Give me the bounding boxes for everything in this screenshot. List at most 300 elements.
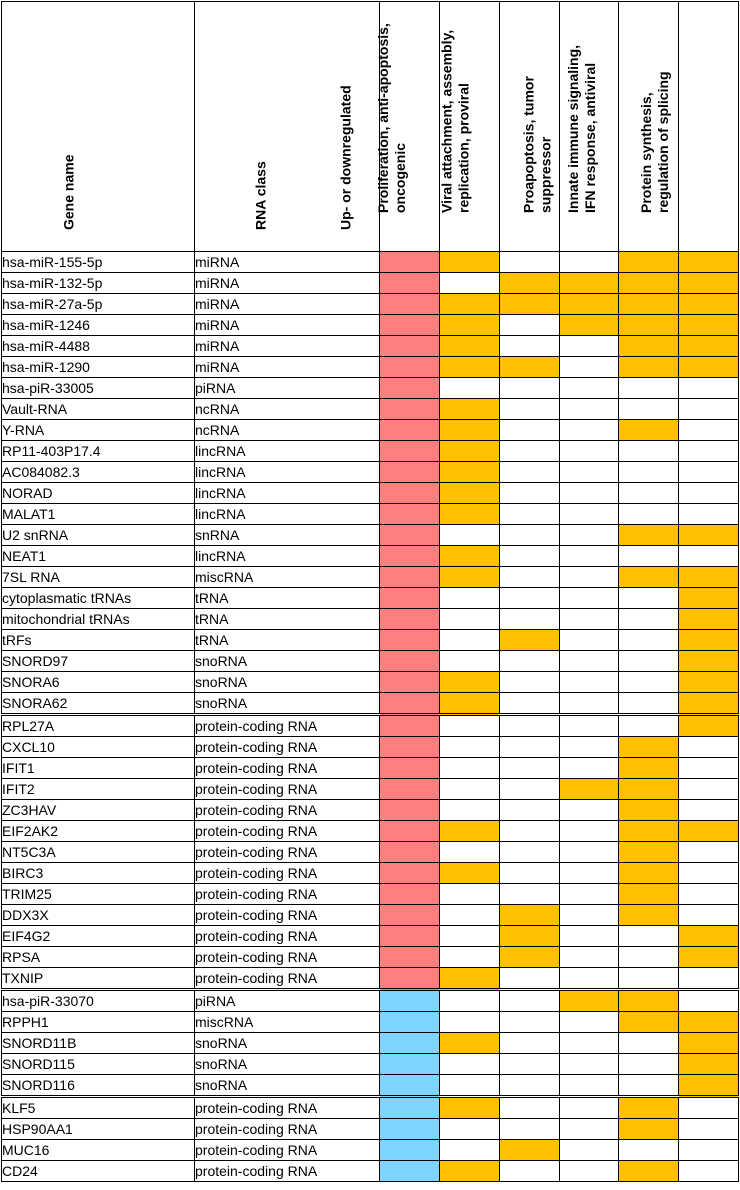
table-row <box>2 609 739 630</box>
innate-immune-cell <box>619 294 679 315</box>
protein-synthesis-cell <box>679 758 739 779</box>
header-viral: Viral attachment, assembly, replication, proviral <box>500 2 560 252</box>
proapoptosis-cell <box>560 252 619 273</box>
upregulated-cell <box>380 800 440 821</box>
protein-synthesis-cell <box>679 968 739 990</box>
proapoptosis-cell <box>560 842 619 863</box>
proapoptosis-cell <box>560 1054 619 1075</box>
rna-class-cell: lincRNA <box>195 483 380 504</box>
viral-cell <box>500 672 560 693</box>
rna-class-cell: protein-coding RNA <box>195 1097 380 1119</box>
rna-class-cell: piRNA <box>195 990 380 1012</box>
gene-name-cell: NEAT1 <box>2 546 195 567</box>
table-row <box>2 525 739 546</box>
proliferation-cell <box>440 990 500 1012</box>
innate-immune-cell <box>619 1054 679 1075</box>
table-row <box>2 315 739 336</box>
rna-class-cell: protein-coding RNA <box>195 800 380 821</box>
protein-synthesis-cell <box>679 273 739 294</box>
proapoptosis-cell <box>560 990 619 1012</box>
table-row <box>2 947 739 968</box>
gene-name-cell: Y-RNA <box>2 420 195 441</box>
viral-cell <box>500 378 560 399</box>
downregulated-cell <box>380 1161 440 1182</box>
rna-class-cell: protein-coding RNA <box>195 821 380 842</box>
upregulated-cell <box>380 651 440 672</box>
proliferation-cell <box>440 567 500 588</box>
innate-immune-cell <box>619 947 679 968</box>
rna-class-cell: protein-coding RNA <box>195 884 380 905</box>
downregulated-cell <box>380 1097 440 1119</box>
protein-synthesis-cell <box>679 1054 739 1075</box>
table-row <box>2 693 739 715</box>
innate-immune-cell <box>619 420 679 441</box>
header-innate-immune: Innate immune signaling, IFN response, antiviral <box>619 2 679 252</box>
proapoptosis-cell <box>560 630 619 651</box>
gene-name-cell: CD24 <box>2 1161 195 1182</box>
proapoptosis-cell <box>560 420 619 441</box>
gene-name-cell: NORAD <box>2 483 195 504</box>
proliferation-cell <box>440 884 500 905</box>
innate-immune-cell <box>619 399 679 420</box>
proapoptosis-cell <box>560 968 619 990</box>
proliferation-cell <box>440 693 500 715</box>
table-row <box>2 630 739 651</box>
proliferation-cell <box>440 588 500 609</box>
upregulated-cell <box>380 525 440 546</box>
proliferation-cell <box>440 1054 500 1075</box>
innate-immune-cell <box>619 926 679 947</box>
proliferation-cell <box>440 842 500 863</box>
table-row <box>2 905 739 926</box>
upregulated-cell <box>380 630 440 651</box>
proliferation-cell <box>440 336 500 357</box>
upregulated-cell <box>380 758 440 779</box>
rna-class-cell: miRNA <box>195 336 380 357</box>
upregulated-cell <box>380 336 440 357</box>
proliferation-cell <box>440 294 500 315</box>
proliferation-cell <box>440 273 500 294</box>
innate-immune-cell <box>619 504 679 525</box>
rna-class-cell: lincRNA <box>195 462 380 483</box>
gene-name-cell: TRIM25 <box>2 884 195 905</box>
rna-class-cell: protein-coding RNA <box>195 737 380 758</box>
proliferation-cell <box>440 800 500 821</box>
viral-cell <box>500 715 560 737</box>
viral-cell <box>500 252 560 273</box>
proliferation-cell <box>440 1097 500 1119</box>
proliferation-cell <box>440 821 500 842</box>
header-row <box>2 2 739 252</box>
protein-synthesis-cell <box>679 905 739 926</box>
table-row <box>2 399 739 420</box>
rna-class-cell: lincRNA <box>195 546 380 567</box>
gene-name-cell: RP11-403P17.4 <box>2 441 195 462</box>
proapoptosis-cell <box>560 357 619 378</box>
viral-cell <box>500 315 560 336</box>
proapoptosis-cell <box>560 905 619 926</box>
innate-immune-cell <box>619 609 679 630</box>
gene-name-cell: RPL27A <box>2 715 195 737</box>
rna-class-cell: snoRNA <box>195 651 380 672</box>
proapoptosis-cell <box>560 294 619 315</box>
viral-cell <box>500 1075 560 1097</box>
table-row <box>2 420 739 441</box>
gene-name-cell: hsa-piR-33070 <box>2 990 195 1012</box>
upregulated-cell <box>380 252 440 273</box>
header-proliferation: Proliferation, anti-apoptosis, oncogenic <box>440 2 500 252</box>
table-row <box>2 884 739 905</box>
proliferation-cell <box>440 651 500 672</box>
protein-synthesis-cell <box>679 821 739 842</box>
innate-immune-cell <box>619 525 679 546</box>
viral-cell <box>500 926 560 947</box>
table-row <box>2 779 739 800</box>
gene-name-cell: SNORD115 <box>2 1054 195 1075</box>
protein-synthesis-cell <box>679 947 739 968</box>
table-row <box>2 567 739 588</box>
rna-class-cell: lincRNA <box>195 441 380 462</box>
viral-cell <box>500 737 560 758</box>
viral-cell <box>500 546 560 567</box>
viral-cell <box>500 294 560 315</box>
gene-name-cell: hsa-miR-132-5p <box>2 273 195 294</box>
table-row <box>2 737 739 758</box>
gene-name-cell: SNORD11B <box>2 1033 195 1054</box>
innate-immune-cell <box>619 1097 679 1119</box>
rna-class-cell: protein-coding RNA <box>195 1119 380 1140</box>
proliferation-cell <box>440 672 500 693</box>
upregulated-cell <box>380 863 440 884</box>
protein-synthesis-cell <box>679 1097 739 1119</box>
table-row <box>2 758 739 779</box>
gene-name-cell: EIF4G2 <box>2 926 195 947</box>
table-row <box>2 1054 739 1075</box>
table-row <box>2 715 739 737</box>
protein-synthesis-cell <box>679 1033 739 1054</box>
header-proapoptosis: Proapoptosis, tumor suppressor <box>560 2 619 252</box>
protein-synthesis-cell <box>679 715 739 737</box>
innate-immune-cell <box>619 567 679 588</box>
innate-immune-cell <box>619 588 679 609</box>
gene-name-cell: 7SL RNA <box>2 567 195 588</box>
protein-synthesis-cell <box>679 462 739 483</box>
proliferation-cell <box>440 546 500 567</box>
gene-name-cell: U2 snRNA <box>2 525 195 546</box>
upregulated-cell <box>380 672 440 693</box>
table-row <box>2 800 739 821</box>
innate-immune-cell <box>619 905 679 926</box>
protein-synthesis-cell <box>679 737 739 758</box>
innate-immune-cell <box>619 357 679 378</box>
upregulated-cell <box>380 294 440 315</box>
proliferation-cell <box>440 1161 500 1182</box>
innate-immune-cell <box>619 863 679 884</box>
innate-immune-cell <box>619 715 679 737</box>
protein-synthesis-cell <box>679 399 739 420</box>
upregulated-cell <box>380 399 440 420</box>
gene-name-cell: HSP90AA1 <box>2 1119 195 1140</box>
viral-cell <box>500 588 560 609</box>
protein-synthesis-cell <box>679 315 739 336</box>
proliferation-cell <box>440 441 500 462</box>
gene-name-cell: KLF5 <box>2 1097 195 1119</box>
downregulated-cell <box>380 1075 440 1097</box>
protein-synthesis-cell <box>679 884 739 905</box>
viral-cell <box>500 1119 560 1140</box>
proapoptosis-cell <box>560 821 619 842</box>
rna-class-cell: protein-coding RNA <box>195 779 380 800</box>
rna-class-cell: miRNA <box>195 252 380 273</box>
protein-synthesis-cell <box>679 252 739 273</box>
upregulated-cell <box>380 693 440 715</box>
gene-name-cell: SNORA6 <box>2 672 195 693</box>
proliferation-cell <box>440 378 500 399</box>
rna-class-cell: snoRNA <box>195 1075 380 1097</box>
protein-synthesis-cell <box>679 1075 739 1097</box>
upregulated-cell <box>380 588 440 609</box>
upregulated-cell <box>380 715 440 737</box>
proliferation-cell <box>440 1012 500 1033</box>
table-row <box>2 990 739 1012</box>
header-regulation: Up- or downregulated <box>380 2 440 252</box>
table-row <box>2 1033 739 1054</box>
proapoptosis-cell <box>560 336 619 357</box>
innate-immune-cell <box>619 821 679 842</box>
viral-cell <box>500 357 560 378</box>
viral-cell <box>500 800 560 821</box>
protein-synthesis-cell <box>679 779 739 800</box>
proapoptosis-cell <box>560 1161 619 1182</box>
proapoptosis-cell <box>560 800 619 821</box>
table-row <box>2 672 739 693</box>
viral-cell <box>500 1161 560 1182</box>
rna-class-cell: protein-coding RNA <box>195 715 380 737</box>
protein-synthesis-cell <box>679 800 739 821</box>
proapoptosis-cell <box>560 483 619 504</box>
protein-synthesis-cell <box>679 483 739 504</box>
rna-class-cell: snoRNA <box>195 693 380 715</box>
viral-cell <box>500 483 560 504</box>
protein-synthesis-cell <box>679 378 739 399</box>
viral-cell <box>500 758 560 779</box>
protein-synthesis-cell <box>679 693 739 715</box>
gene-name-cell: SNORD97 <box>2 651 195 672</box>
protein-synthesis-cell <box>679 1161 739 1182</box>
table-row <box>2 926 739 947</box>
rna-class-cell: lincRNA <box>195 504 380 525</box>
viral-cell <box>500 1097 560 1119</box>
rna-class-cell: miRNA <box>195 315 380 336</box>
table-row <box>2 378 739 399</box>
proapoptosis-cell <box>560 1140 619 1161</box>
gene-name-cell: SNORA62 <box>2 693 195 715</box>
rna-class-cell: protein-coding RNA <box>195 758 380 779</box>
viral-cell <box>500 842 560 863</box>
gene-name-cell: hsa-miR-1246 <box>2 315 195 336</box>
proapoptosis-cell <box>560 1097 619 1119</box>
innate-immune-cell <box>619 968 679 990</box>
proapoptosis-cell <box>560 863 619 884</box>
proliferation-cell <box>440 758 500 779</box>
viral-cell <box>500 420 560 441</box>
proliferation-cell <box>440 420 500 441</box>
protein-synthesis-cell <box>679 1012 739 1033</box>
header-rna-class: RNA class <box>195 2 380 252</box>
innate-immune-cell <box>619 315 679 336</box>
upregulated-cell <box>380 567 440 588</box>
gene-name-cell: tRFs <box>2 630 195 651</box>
proapoptosis-cell <box>560 315 619 336</box>
rna-class-cell: tRNA <box>195 588 380 609</box>
rna-class-cell: ncRNA <box>195 399 380 420</box>
innate-immune-cell <box>619 758 679 779</box>
proliferation-cell <box>440 947 500 968</box>
protein-synthesis-cell <box>679 420 739 441</box>
innate-immune-cell <box>619 630 679 651</box>
table-row <box>2 1075 739 1097</box>
table-row <box>2 546 739 567</box>
gene-name-cell: MUC16 <box>2 1140 195 1161</box>
gene-name-cell: hsa-miR-155-5p <box>2 252 195 273</box>
proapoptosis-cell <box>560 737 619 758</box>
innate-immune-cell <box>619 1033 679 1054</box>
gene-name-cell: MALAT1 <box>2 504 195 525</box>
proapoptosis-cell <box>560 273 619 294</box>
downregulated-cell <box>380 990 440 1012</box>
protein-synthesis-cell <box>679 441 739 462</box>
rna-class-cell: protein-coding RNA <box>195 968 380 990</box>
table-body <box>2 252 739 1182</box>
protein-synthesis-cell <box>679 672 739 693</box>
upregulated-cell <box>380 842 440 863</box>
table-row <box>2 294 739 315</box>
innate-immune-cell <box>619 672 679 693</box>
protein-synthesis-cell <box>679 1119 739 1140</box>
proapoptosis-cell <box>560 441 619 462</box>
viral-cell <box>500 609 560 630</box>
viral-cell <box>500 525 560 546</box>
rna-class-cell: protein-coding RNA <box>195 1140 380 1161</box>
proliferation-cell <box>440 357 500 378</box>
protein-synthesis-cell <box>679 609 739 630</box>
table-row <box>2 842 739 863</box>
table-row <box>2 336 739 357</box>
rna-class-cell: miRNA <box>195 357 380 378</box>
proapoptosis-cell <box>560 1119 619 1140</box>
header-protein-synthesis: Protein synthesis, regulation of splicing <box>679 2 739 252</box>
innate-immune-cell <box>619 884 679 905</box>
viral-cell <box>500 693 560 715</box>
proliferation-cell <box>440 1119 500 1140</box>
rna-class-cell: miRNA <box>195 294 380 315</box>
upregulated-cell <box>380 273 440 294</box>
proliferation-cell <box>440 399 500 420</box>
viral-cell <box>500 905 560 926</box>
gene-table <box>1 1 739 1182</box>
rna-class-cell: tRNA <box>195 630 380 651</box>
table-row <box>2 588 739 609</box>
gene-name-cell: hsa-miR-1290 <box>2 357 195 378</box>
gene-name-cell: BIRC3 <box>2 863 195 884</box>
proapoptosis-cell <box>560 1012 619 1033</box>
upregulated-cell <box>380 905 440 926</box>
gene-name-cell: DDX3X <box>2 905 195 926</box>
proliferation-cell <box>440 252 500 273</box>
rna-class-cell: protein-coding RNA <box>195 863 380 884</box>
innate-immune-cell <box>619 252 679 273</box>
viral-cell <box>500 273 560 294</box>
viral-cell <box>500 779 560 800</box>
header-gene-name: Gene name <box>2 2 195 252</box>
downregulated-cell <box>380 1012 440 1033</box>
proapoptosis-cell <box>560 693 619 715</box>
viral-cell <box>500 884 560 905</box>
viral-cell <box>500 1012 560 1033</box>
innate-immune-cell <box>619 779 679 800</box>
upregulated-cell <box>380 357 440 378</box>
innate-immune-cell <box>619 1140 679 1161</box>
table-row <box>2 1140 739 1161</box>
protein-synthesis-cell <box>679 630 739 651</box>
proapoptosis-cell <box>560 1033 619 1054</box>
innate-immune-cell <box>619 1012 679 1033</box>
downregulated-cell <box>380 1033 440 1054</box>
protein-synthesis-cell <box>679 588 739 609</box>
protein-synthesis-cell <box>679 336 739 357</box>
innate-immune-cell <box>619 1119 679 1140</box>
gene-name-cell: RPPH1 <box>2 1012 195 1033</box>
viral-cell <box>500 947 560 968</box>
viral-cell <box>500 990 560 1012</box>
proapoptosis-cell <box>560 567 619 588</box>
rna-class-cell: piRNA <box>195 378 380 399</box>
proapoptosis-cell <box>560 378 619 399</box>
protein-synthesis-cell <box>679 357 739 378</box>
gene-name-cell: Vault-RNA <box>2 399 195 420</box>
gene-name-cell: NT5C3A <box>2 842 195 863</box>
innate-immune-cell <box>619 546 679 567</box>
viral-cell <box>500 1140 560 1161</box>
upregulated-cell <box>380 546 440 567</box>
protein-synthesis-cell <box>679 504 739 525</box>
viral-cell <box>500 504 560 525</box>
gene-name-cell: hsa-miR-4488 <box>2 336 195 357</box>
innate-immune-cell <box>619 693 679 715</box>
table-row <box>2 1097 739 1119</box>
viral-cell <box>500 1033 560 1054</box>
upregulated-cell <box>380 315 440 336</box>
table-row <box>2 357 739 378</box>
proapoptosis-cell <box>560 672 619 693</box>
gene-name-cell: IFIT1 <box>2 758 195 779</box>
protein-synthesis-cell <box>679 926 739 947</box>
viral-cell <box>500 567 560 588</box>
innate-immune-cell <box>619 651 679 672</box>
table-row <box>2 462 739 483</box>
innate-immune-cell <box>619 800 679 821</box>
innate-immune-cell <box>619 462 679 483</box>
viral-cell <box>500 462 560 483</box>
upregulated-cell <box>380 947 440 968</box>
proapoptosis-cell <box>560 525 619 546</box>
proapoptosis-cell <box>560 588 619 609</box>
table-row <box>2 252 739 273</box>
table-row <box>2 863 739 884</box>
proliferation-cell <box>440 926 500 947</box>
viral-cell <box>500 968 560 990</box>
proapoptosis-cell <box>560 399 619 420</box>
